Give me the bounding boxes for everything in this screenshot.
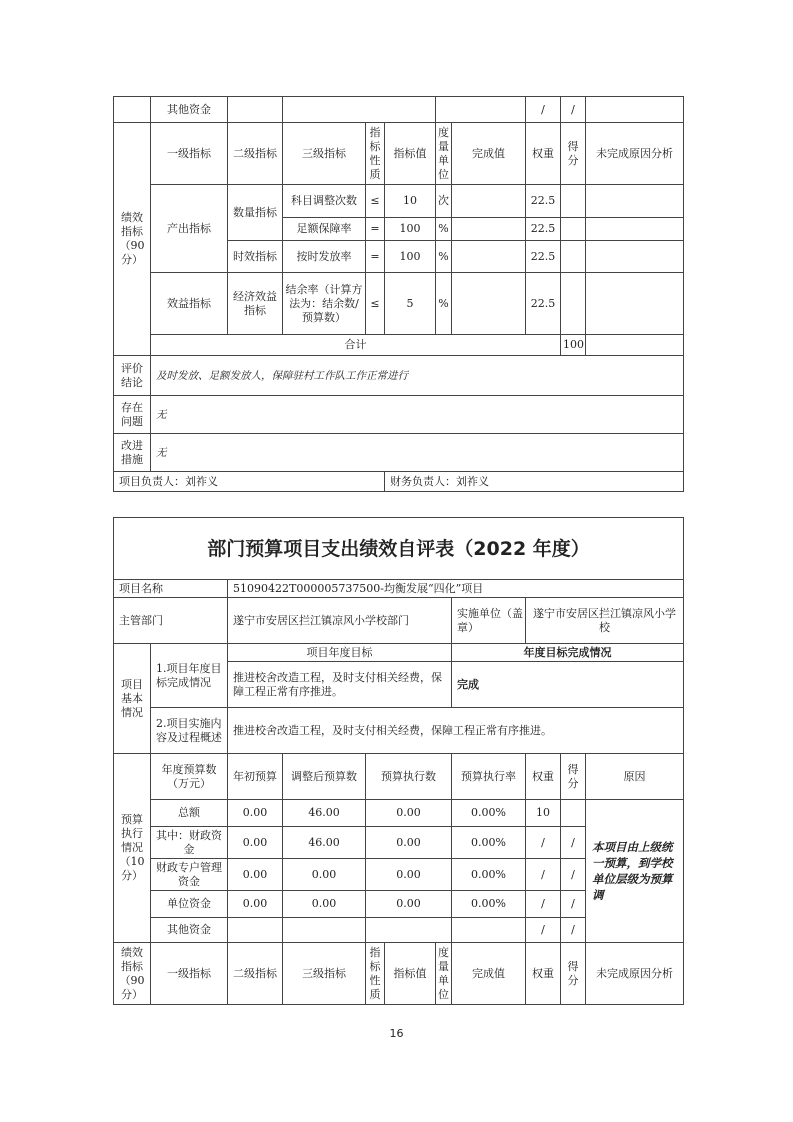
level3-cell: 科目调整次数 bbox=[283, 185, 366, 218]
header-cell: 年度预算数（万元） bbox=[151, 754, 228, 800]
evaluation-row bbox=[114, 356, 684, 396]
adjusted-cell: 46.00 bbox=[283, 800, 366, 827]
row-label: 其他资金 bbox=[151, 97, 228, 123]
header-cell: 指标值 bbox=[385, 123, 436, 185]
value-cell: 100 bbox=[385, 218, 436, 241]
perf-header-row bbox=[114, 123, 684, 185]
nature-cell: ≤ bbox=[366, 273, 385, 335]
header-cell: 未完成原因分析 bbox=[586, 123, 684, 185]
project-name-row bbox=[114, 580, 684, 598]
executed-cell: 0.00 bbox=[366, 891, 452, 918]
dept-label: 主管部门 bbox=[114, 598, 228, 644]
unit-cell: 次 bbox=[436, 185, 452, 218]
header-cell: 二级指标 bbox=[228, 943, 283, 1005]
level3-cell: 按时发放率 bbox=[283, 241, 366, 273]
self-evaluation-table bbox=[113, 517, 684, 1005]
done-cell bbox=[452, 185, 526, 218]
level1-cell: 产出指标 bbox=[151, 185, 228, 273]
project-name-label: 项目名称 bbox=[114, 580, 228, 598]
adjusted-cell: 0.00 bbox=[283, 859, 366, 891]
score-cell: / bbox=[561, 859, 586, 891]
header-cell: 年初预算 bbox=[228, 754, 283, 800]
header-cell: 完成值 bbox=[452, 123, 526, 185]
completion-header: 年度目标完成情况 bbox=[452, 644, 684, 662]
budget-reason: 本项目由上级统一预算，到学校单位层级为预算调 bbox=[586, 800, 684, 943]
table-title: 部门预算项目支出绩效自评表（2022 年度） bbox=[114, 518, 684, 580]
problems-row bbox=[114, 396, 684, 434]
finance-leader: 财务负责人：刘祚义 bbox=[385, 472, 684, 492]
reason-cell bbox=[586, 185, 684, 218]
project-leader: 项目负责人：刘祚义 bbox=[114, 472, 385, 492]
blank-cell bbox=[114, 97, 151, 123]
score-cell bbox=[561, 241, 586, 273]
budget-label: 财政专户管理资金 bbox=[151, 859, 228, 891]
done-cell bbox=[452, 218, 526, 241]
value-cell: 10 bbox=[385, 185, 436, 218]
rate-cell: 0.00% bbox=[452, 891, 526, 918]
nature-cell: = bbox=[366, 218, 385, 241]
initial-cell: 0.00 bbox=[228, 827, 283, 859]
goal-header: 项目年度目标 bbox=[228, 644, 452, 662]
header-cell: 调整后预算数 bbox=[283, 754, 366, 800]
header-cell: 二级指标 bbox=[228, 123, 283, 185]
problems-label: 存在问题 bbox=[114, 396, 151, 434]
rate-cell: 0.00% bbox=[452, 827, 526, 859]
budget-label: 其中：财政资金 bbox=[151, 827, 228, 859]
perf-row bbox=[114, 273, 684, 335]
header-cell: 一级指标 bbox=[151, 943, 228, 1005]
budget-label: 单位资金 bbox=[151, 891, 228, 918]
weight-cell: / bbox=[526, 859, 561, 891]
rate-cell: 0.00% bbox=[452, 859, 526, 891]
score-cell bbox=[561, 218, 586, 241]
executed-cell: 0.00 bbox=[366, 827, 452, 859]
goal-text: 推进校舍改造工程，及时支付相关经费，保障工程正常有序推进。 bbox=[228, 662, 452, 708]
nature-cell: = bbox=[366, 241, 385, 273]
impl-content-label: 2.项目实施内容及过程概述 bbox=[151, 708, 228, 754]
weight-cell: 10 bbox=[526, 800, 561, 827]
executed-cell: 0.00 bbox=[366, 800, 452, 827]
adjusted-cell: 0.00 bbox=[283, 891, 366, 918]
level3-cell: 结余率（计算方法为：结余数/预算数） bbox=[283, 273, 366, 335]
header-cell: 完成值 bbox=[452, 943, 526, 1005]
score-cell: / bbox=[561, 918, 586, 943]
improvements-label: 改进措施 bbox=[114, 434, 151, 472]
value-cell: 100 bbox=[385, 241, 436, 273]
weight-cell: / bbox=[526, 918, 561, 943]
header-cell: 三级指标 bbox=[283, 123, 366, 185]
basic-label: 项目基本情况 bbox=[114, 644, 151, 754]
weight-cell: / bbox=[526, 891, 561, 918]
reason-cell bbox=[586, 218, 684, 241]
header-cell: 指标性质 bbox=[366, 123, 385, 185]
header-cell: 原因 bbox=[586, 754, 684, 800]
weight-cell: 22.5 bbox=[526, 218, 561, 241]
done-cell bbox=[452, 273, 526, 335]
improvements-row bbox=[114, 434, 684, 472]
level2-cell: 数量指标 bbox=[228, 185, 283, 241]
impl-content-row bbox=[114, 708, 684, 754]
title-row bbox=[114, 518, 684, 580]
weight-cell: 22.5 bbox=[526, 241, 561, 273]
perf-header-row bbox=[114, 943, 684, 1005]
header-cell: 三级指标 bbox=[283, 943, 366, 1005]
signature-row bbox=[114, 472, 684, 492]
budget-section-label: 预算执行情况（10分） bbox=[114, 754, 151, 943]
total-weight: 100 bbox=[561, 335, 586, 356]
done-cell bbox=[452, 241, 526, 273]
weight-cell: 22.5 bbox=[526, 273, 561, 335]
perf-row bbox=[114, 185, 684, 218]
weight-cell: / bbox=[526, 827, 561, 859]
header-cell: 得分 bbox=[561, 754, 586, 800]
performance-table-continued bbox=[113, 96, 684, 492]
evaluation-text: 及时发放、足额发放人，保障驻村工作队工作正常进行 bbox=[151, 356, 684, 396]
reason-cell bbox=[586, 273, 684, 335]
score-cell bbox=[561, 185, 586, 218]
rate-cell: 0.00% bbox=[452, 800, 526, 827]
weight-cell: / bbox=[526, 97, 561, 123]
value-cell: 5 bbox=[385, 273, 436, 335]
unit-cell: % bbox=[436, 273, 452, 335]
header-cell: 度量单位 bbox=[436, 943, 452, 1005]
other-funds-row bbox=[114, 97, 684, 123]
executed-cell: 0.00 bbox=[366, 859, 452, 891]
header-cell: 预算执行率 bbox=[452, 754, 526, 800]
header-cell: 权重 bbox=[526, 754, 561, 800]
project-name-value: 51090422T000005737500-均衡发展“四化”项目 bbox=[228, 580, 684, 598]
executed-cell bbox=[366, 918, 452, 943]
initial-cell: 0.00 bbox=[228, 891, 283, 918]
problems-text: 无 bbox=[151, 396, 684, 434]
budget-label: 其他资金 bbox=[151, 918, 228, 943]
dept-value: 遂宁市安居区拦江镇凉风小学校部门 bbox=[228, 598, 452, 644]
adjusted-cell: 46.00 bbox=[283, 827, 366, 859]
evaluation-label: 评价结论 bbox=[114, 356, 151, 396]
unit-cell: % bbox=[436, 218, 452, 241]
reason-cell bbox=[586, 241, 684, 273]
nature-cell: ≤ bbox=[366, 185, 385, 218]
total-row bbox=[114, 335, 684, 356]
score-cell: / bbox=[561, 891, 586, 918]
level2-cell: 时效指标 bbox=[228, 241, 283, 273]
completion-text: 完成 bbox=[452, 662, 684, 708]
impl-content-text: 推进校舍改造工程，及时支付相关经费，保障工程正常有序推进。 bbox=[228, 708, 684, 754]
initial-cell bbox=[228, 918, 283, 943]
header-cell: 一级指标 bbox=[151, 123, 228, 185]
header-cell: 得分 bbox=[561, 943, 586, 1005]
rate-cell bbox=[452, 918, 526, 943]
perf-section-label: 绩效指标（90分） bbox=[114, 123, 151, 356]
budget-label: 总额 bbox=[151, 800, 228, 827]
header-cell: 度量单位 bbox=[436, 123, 452, 185]
header-cell: 指标值 bbox=[385, 943, 436, 1005]
perf-section-label: 绩效指标（90分） bbox=[114, 943, 151, 1005]
goal-label: 1.项目年度目标完成情况 bbox=[151, 644, 228, 708]
impl-label: 实施单位（盖章） bbox=[452, 598, 526, 644]
score-cell: / bbox=[561, 97, 586, 123]
total-label: 合计 bbox=[151, 335, 561, 356]
impl-value: 遂宁市安居区拦江镇凉风小学校 bbox=[526, 598, 684, 644]
score-cell bbox=[561, 800, 586, 827]
improvements-text: 无 bbox=[151, 434, 684, 472]
header-cell: 未完成原因分析 bbox=[586, 943, 684, 1005]
header-cell: 权重 bbox=[526, 123, 561, 185]
goal-header-row bbox=[114, 644, 684, 662]
header-cell: 权重 bbox=[526, 943, 561, 1005]
budget-row bbox=[114, 800, 684, 827]
department-row bbox=[114, 598, 684, 644]
page-number: 16 bbox=[389, 1027, 404, 1040]
adjusted-cell bbox=[283, 918, 366, 943]
header-cell: 指标性质 bbox=[366, 943, 385, 1005]
unit-cell: % bbox=[436, 241, 452, 273]
score-cell bbox=[561, 273, 586, 335]
weight-cell: 22.5 bbox=[526, 185, 561, 218]
level2-cell: 经济效益指标 bbox=[228, 273, 283, 335]
header-cell: 得分 bbox=[561, 123, 586, 185]
initial-cell: 0.00 bbox=[228, 859, 283, 891]
header-cell: 预算执行数 bbox=[366, 754, 452, 800]
initial-cell: 0.00 bbox=[228, 800, 283, 827]
level1-cell: 效益指标 bbox=[151, 273, 228, 335]
score-cell: / bbox=[561, 827, 586, 859]
level3-cell: 足额保障率 bbox=[283, 218, 366, 241]
budget-header-row bbox=[114, 754, 684, 800]
